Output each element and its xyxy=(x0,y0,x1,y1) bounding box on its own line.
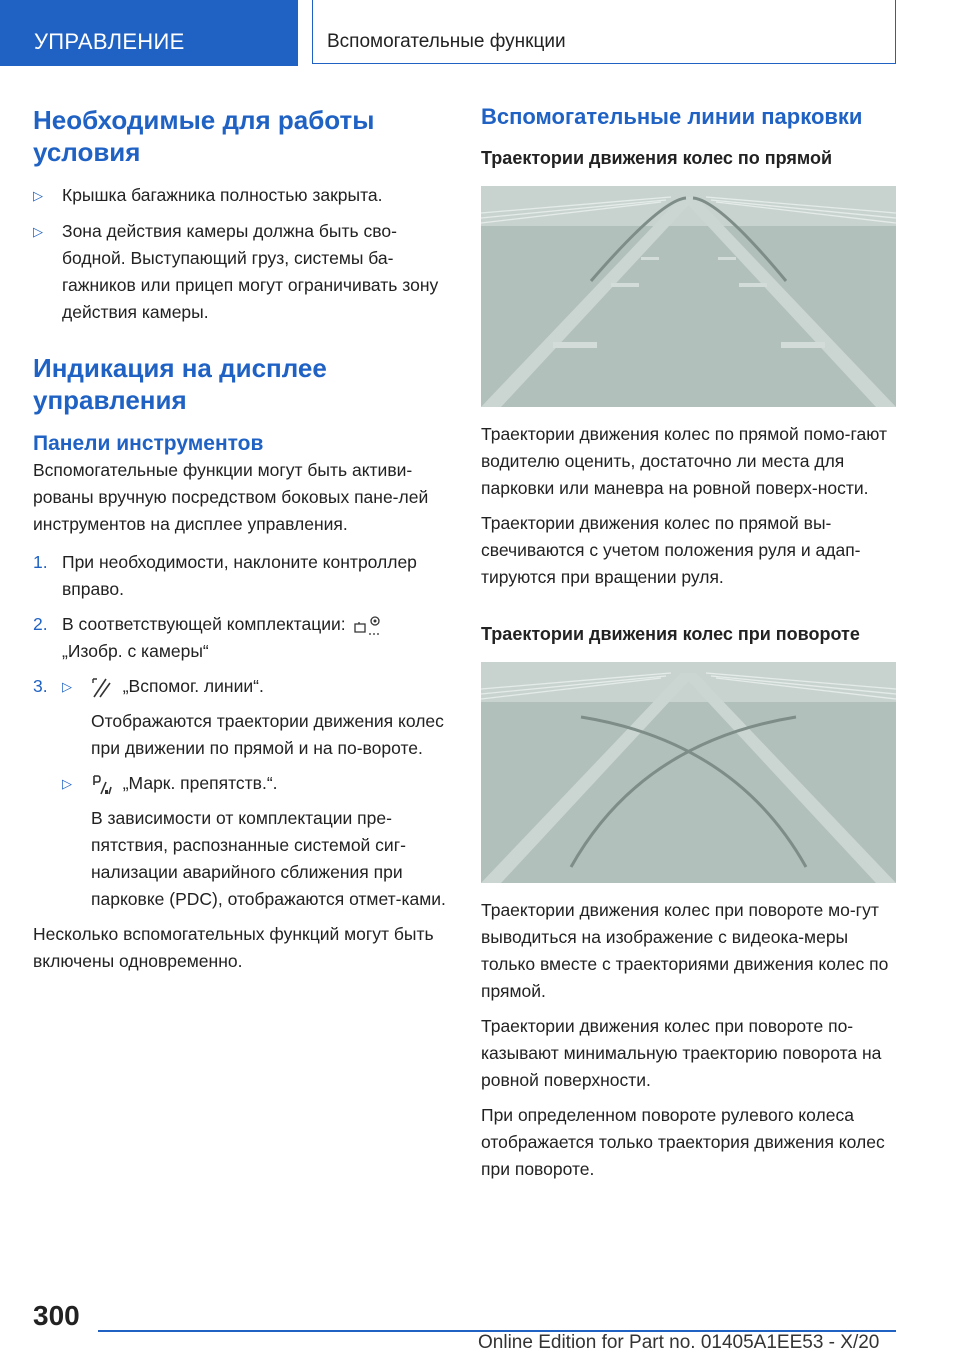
left-column xyxy=(33,104,450,975)
edition-info: Online Edition for Part no. 01405A1EE53 - X/20 xyxy=(478,1332,880,1353)
turn-paragraph-2: Траектории движения колес при повороте по-казывают минимальную траекторию поворота на ровной поверхности. xyxy=(481,1016,882,1090)
step-2: 2. В соответствующей комплектации: „Изобр. с камеры“ xyxy=(33,611,450,665)
turning-trajectory-image xyxy=(481,662,896,883)
sub-option-lines: ▷ „Вспомог. линии“. Отображаются траектории движения колес при движении по прямой и на по-вороте. xyxy=(62,673,450,762)
page-number: 300 xyxy=(33,1300,80,1331)
triangle-bullet-icon: ▷ xyxy=(33,224,43,239)
sub-option-obstacles: ▷ „Марк. препятств.“. В зависимости от комплектации пре-пятствия, распознанные системой сиг-нализации аварийного сближения при парковке (PDC), отображаются отмет-ками. xyxy=(62,770,450,913)
heading-straight: Траектории движения колес по прямой xyxy=(481,148,833,168)
triangle-bullet-icon: ▷ xyxy=(62,679,72,694)
heading-turn: Траектории движения колес при повороте xyxy=(481,624,860,644)
straight-paragraph-2: Траектории движения колес по прямой вы-свечиваются с учетом положения руля и адап-тируются при вращении руля. xyxy=(481,513,861,587)
straight-trajectory-image xyxy=(481,186,896,407)
sub-option-obstacles-text: В зависимости от комплектации пре-пятствия, распознанные системой сиг-нализации аварийного сближения при парковке (PDC), отображаются отмет-ками. xyxy=(91,808,446,909)
heading-conditions: Необходимые для работы условия xyxy=(33,105,375,167)
condition-item: ▷ Зона действия камеры должна быть сво-бодной. Выступающий груз, системы ба-гажников или прицеп могут ограничивать зону действия камеры. xyxy=(33,218,450,326)
step-3: 3. ▷ „Вспомог. линии“. Отображаются траектории движения колес при движении по прямой и на по-вороте. ▷ „Марк. препятств.“. В зависимости от комплектации пре-пятствия, распознанные системой сиг-нализации аварийного сближения при парковке (PDC), отображаются отмет-ками. xyxy=(33,673,450,913)
section-tab[interactable]: УПРАВЛЕНИЕ xyxy=(0,0,298,66)
obstacle-marking-icon xyxy=(91,773,113,795)
closing-text: Несколько вспомогательных функций могут быть включены одновременно. xyxy=(33,924,434,971)
sub-option-lines-text: Отображаются траектории движения колес при движении по прямой и на по-вороте. xyxy=(91,711,444,758)
straight-paragraph-1: Траектории движения колес по прямой помо-гают водителю оценить, достаточно ли места для парковки или маневра на ровной поверх-ности. xyxy=(481,424,887,498)
triangle-bullet-icon: ▷ xyxy=(62,776,72,791)
heading-display: Индикация на дисплее управления xyxy=(33,353,327,415)
condition-item: ▷ Крышка багажника полностью закрыта. xyxy=(33,182,450,209)
chapter-title: Вспомогательные функции xyxy=(312,0,896,64)
triangle-bullet-icon: ▷ xyxy=(33,188,43,203)
camera-settings-icon xyxy=(351,614,385,636)
panels-text: Вспомогательные функции могут быть активи-рованы вручную посредством боковых пане-лей инструментов на дисплее управления. xyxy=(33,460,429,534)
page-header xyxy=(0,0,960,66)
parking-lines-icon xyxy=(91,676,113,698)
turn-paragraph-3: При определенном повороте рулевого колеса отображается только траектория движения колес при повороте. xyxy=(481,1105,885,1179)
turn-paragraph-1: Траектории движения колес при повороте мо-гут выводиться на изображение с видеока-меры только вместе с траекториями движения колес по прямой. xyxy=(481,900,889,1001)
step-1: 1. При необходимости, наклоните контроллер вправо. xyxy=(33,552,417,599)
right-column xyxy=(481,104,896,1183)
heading-panels: Панели инструментов xyxy=(33,432,264,455)
heading-parking-lines: Вспомогательные линии парковки xyxy=(481,104,863,129)
